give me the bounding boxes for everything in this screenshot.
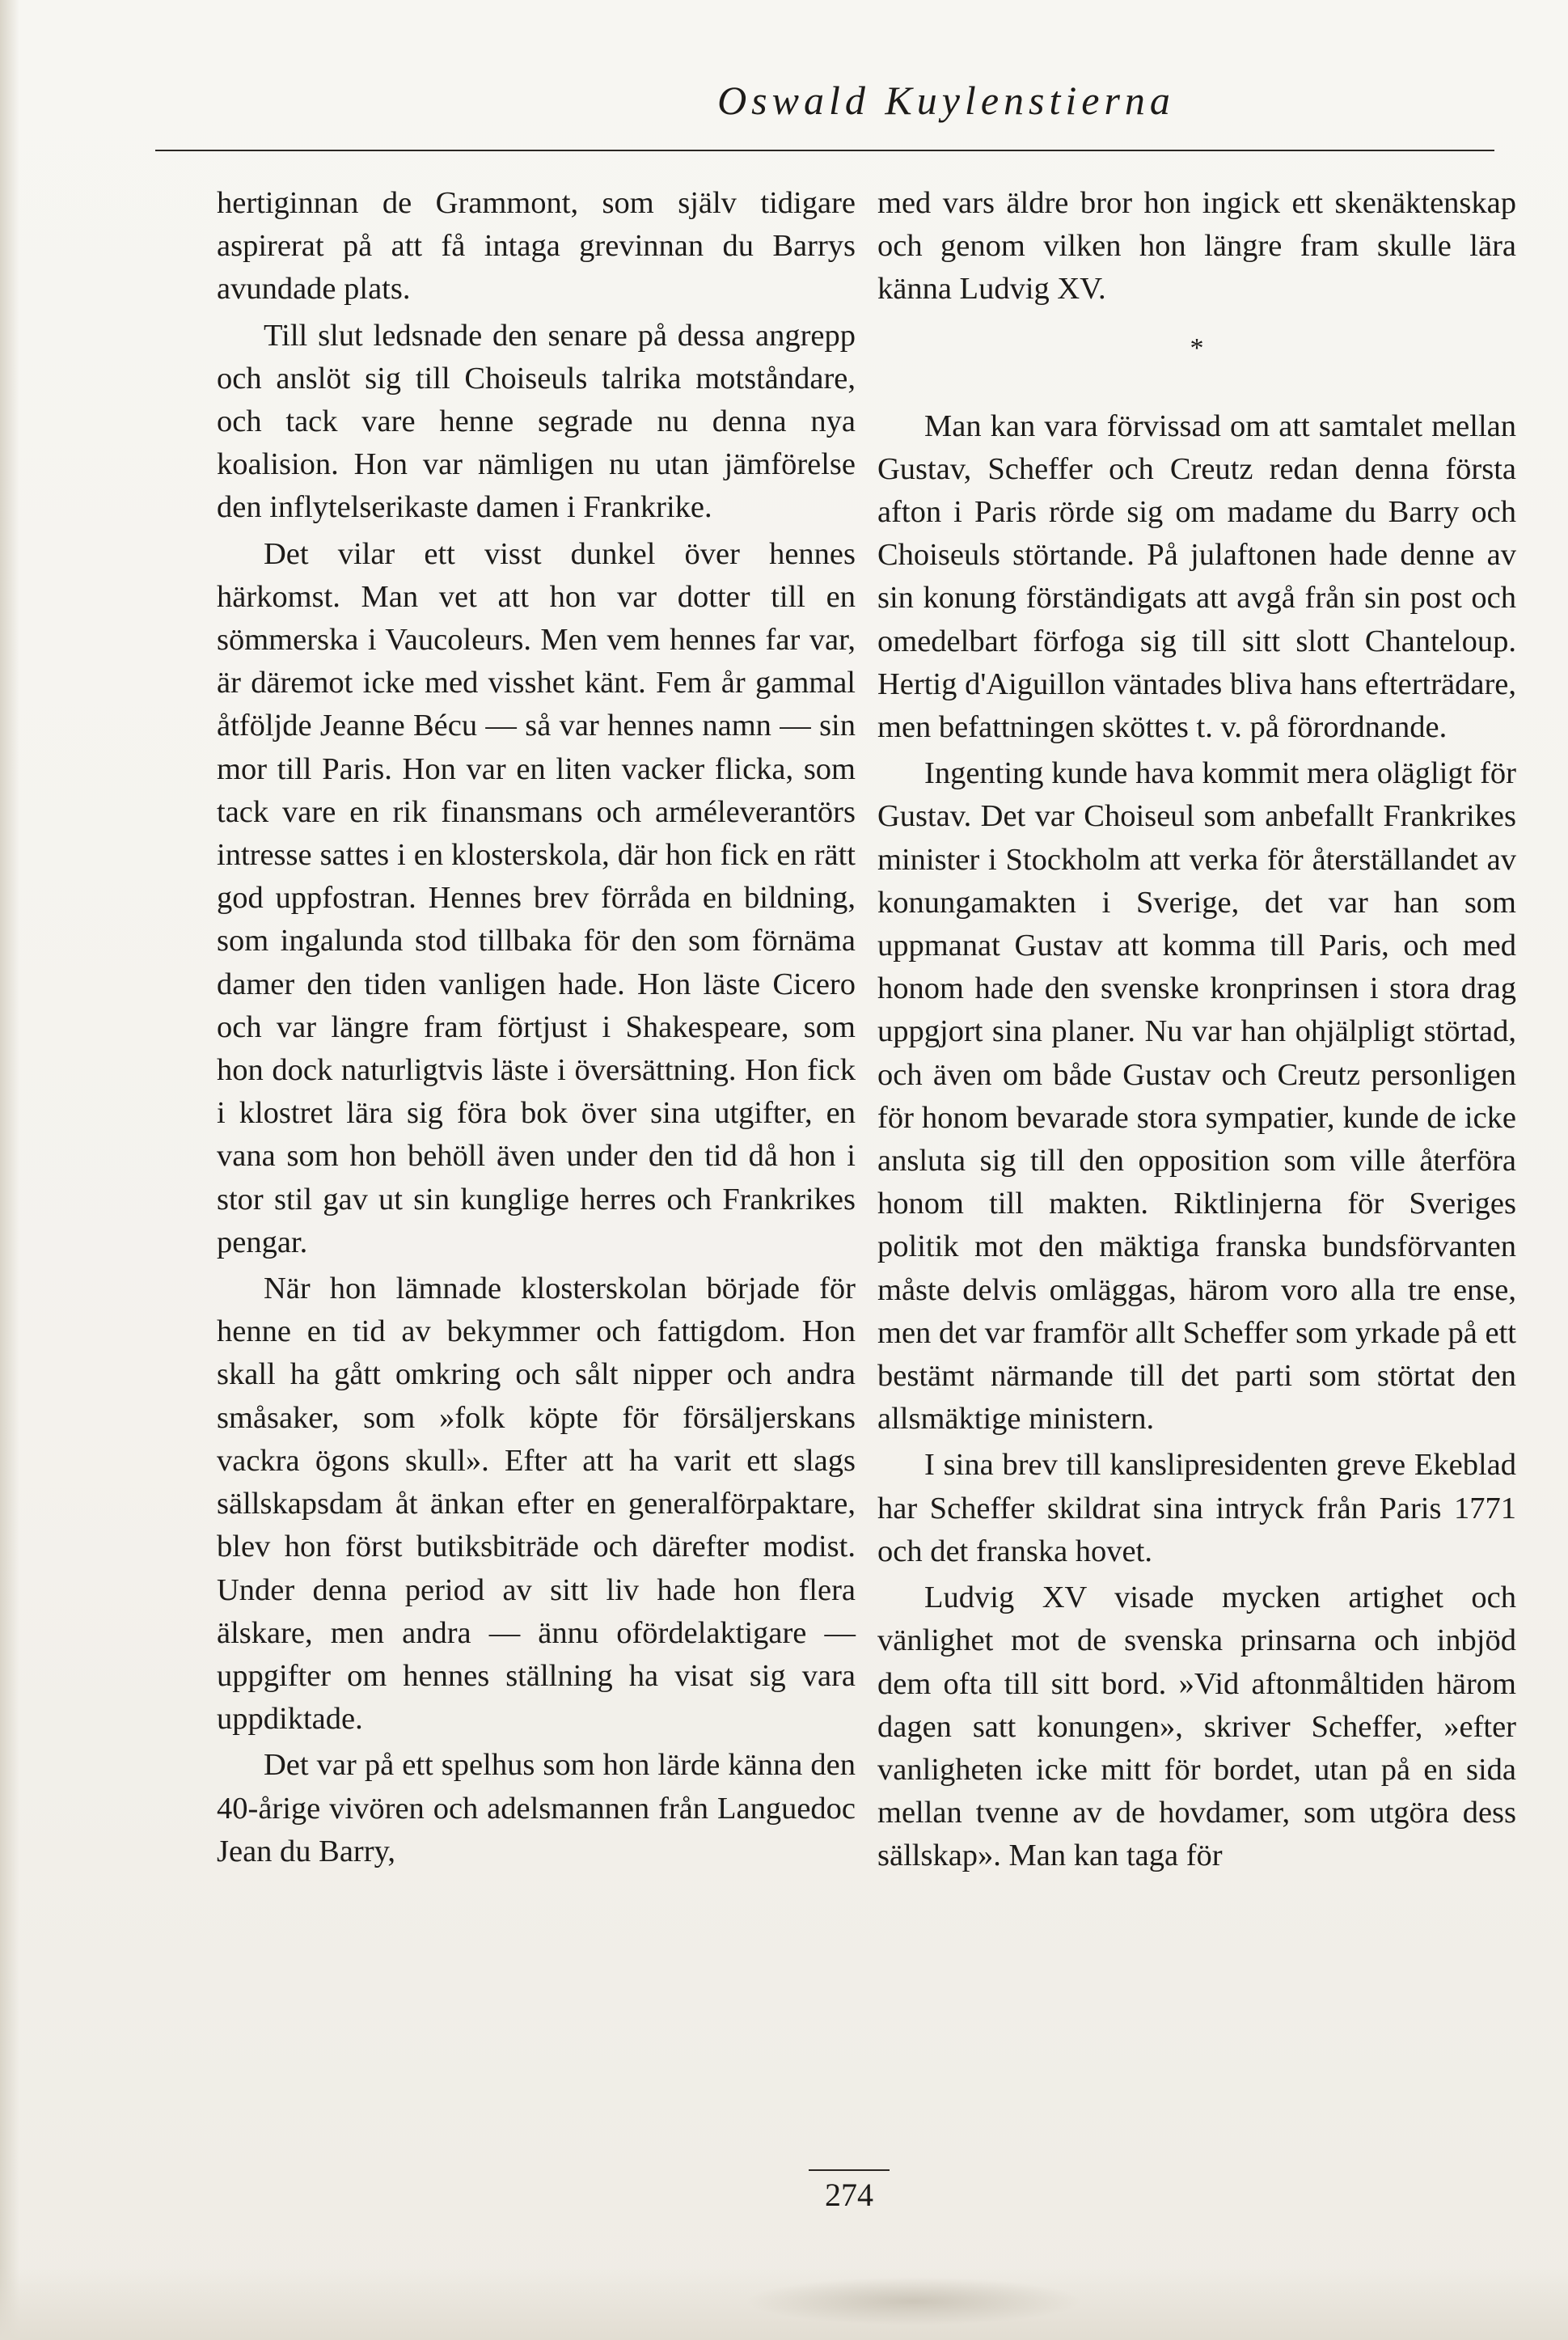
paragraph: Det vilar ett visst dunkel över hennes härkomst. Man vet att hon var dotter till en sömmerska i Vaucoleurs. Men vem hennes far var, är däremot icke med visshet känt. Fem år gammal åtföljde Jeanne Bécu — så var hennes namn — sin mor till Paris. Hon var en liten vacker flicka, som tack vare en rik finansmans och arméleverantörs intresse sattes i en klosterskola, där hon fick en rätt god uppfostran. Hennes brev förråda en bildning, som ingalunda stod tillbaka för den som förnäma damer den tiden vanligen hade. Hon läste Cicero och var längre fram förtjust i Shakespeare, som hon dock naturligtvis läste i översättning. Hon fick i klostret lära sig föra bok över sina utgifter, en vana som hon behöll även under den tid då hon i stor stil gav ut sin kunglige herres och Frankrikes pengar. <box>217 536 856 1259</box>
page-fold-mark <box>744 2277 1084 2325</box>
folio-rule <box>809 2169 890 2171</box>
right-column <box>877 182 1516 1881</box>
left-column <box>217 182 856 1877</box>
paragraph: Till slut ledsnade den senare på dessa angrepp och anslöt sig till Choiseuls talrika motståndare, och tack vare henne segrade nu denna nya koalision. Hon var nämligen nu utan jämförelse den inflytelserikaste damen i Frankrike. <box>217 318 856 525</box>
paragraph: När hon lämnade klosterskolan började för henne en tid av bekymmer och fattigdom. Hon skall ha gått omkring och sålt nipper och andra småsaker, som »folk köpte för försäljerskans vackra ögons skull». Efter att ha varit ett slags sällskapsdam åt änkan efter en generalförpaktare, blev hon först butiksbiträde och därefter modist. Under denna period av sitt liv hade hon flera älskare, men andra — ännu ofördelaktigare — uppgifter om hennes ställning ha visat sig vara uppdiktade. <box>217 1272 856 1737</box>
paragraph: Man kan vara förvissad om att samtalet mellan Gustav, Scheffer och Creutz redan denna första afton i Paris rörde sig om madame du Barry och Choiseuls störtande. På julaftonen hade denne av sin konung förständigats att avgå från sin post och omedelbart förfoga sig till sitt slott Chanteloup. Hertig d'Aiguillon väntades bliva hans efterträdare, men befattningen sköttes t. v. på förordnande. <box>877 408 1516 745</box>
paragraph: Det var på ett spelhus som hon lärde känna den 40-årige vivören och adelsmannen från Languedoc Jean du Barry, <box>217 1748 856 1868</box>
paragraph: Ingenting kunde hava kommit mera olägligt för Gustav. Det var Choiseul som anbefallt Frankrikes minister i Stockholm att verka för återställandet av konungamakten i Sverige, det var han som uppmanat Gustav att komma till Paris, och med honom hade den svenske kronprinsen i stora drag uppgjort sina planer. Nu var han ohjälpligt störtad, och även om både Gustav och Creutz personligen för honom bevarade stora sympatier, kunde de icke ansluta sig till den opposition som ville återföra honom till makten. Riktlinjerna för Sveriges politik mot den mäktiga franska bundsförvanten måste delvis omläggas, härom voro alla tre ense, men det var framför allt Scheffer som yrkade på ett bestämt närmande till det parti som störtat den allsmäktige ministern. <box>877 756 1516 1437</box>
section-break-asterisk: * <box>1190 332 1204 363</box>
paragraph: Ludvig XV visade mycken artighet och vänlighet mot de svenska prinsarna och inbjöd dem ofta till sitt bord. »Vid aftonmåltiden härom dagen satt konungen», skriver Scheffer, »efter vanligheten icke mitt för bordet, utan på en sida mellan tvenne av de hovdamer, som utgöra dess sällskap». Man kan taga för <box>877 1580 1516 1873</box>
page-number: 274 <box>825 2177 873 2213</box>
page-shadow-left <box>0 0 19 2340</box>
running-head: Oswald Kuylenstierna <box>717 78 1175 123</box>
paragraph: hertiginnan de Grammont, som själv tidigare aspirerat på att få intaga grevinnan du Barrys avundade plats. <box>217 186 856 307</box>
paragraph-continuation: med vars äldre bror hon ingick ett skenäktenskap och genom vilken hon längre fram skulle lära känna Ludvig XV. <box>877 186 1516 307</box>
header-rule <box>155 150 1494 151</box>
paragraph: I sina brev till kanslipresidenten greve Ekeblad har Scheffer skildrat sina intryck från Paris 1771 och det franska hovet. <box>877 1448 1516 1568</box>
